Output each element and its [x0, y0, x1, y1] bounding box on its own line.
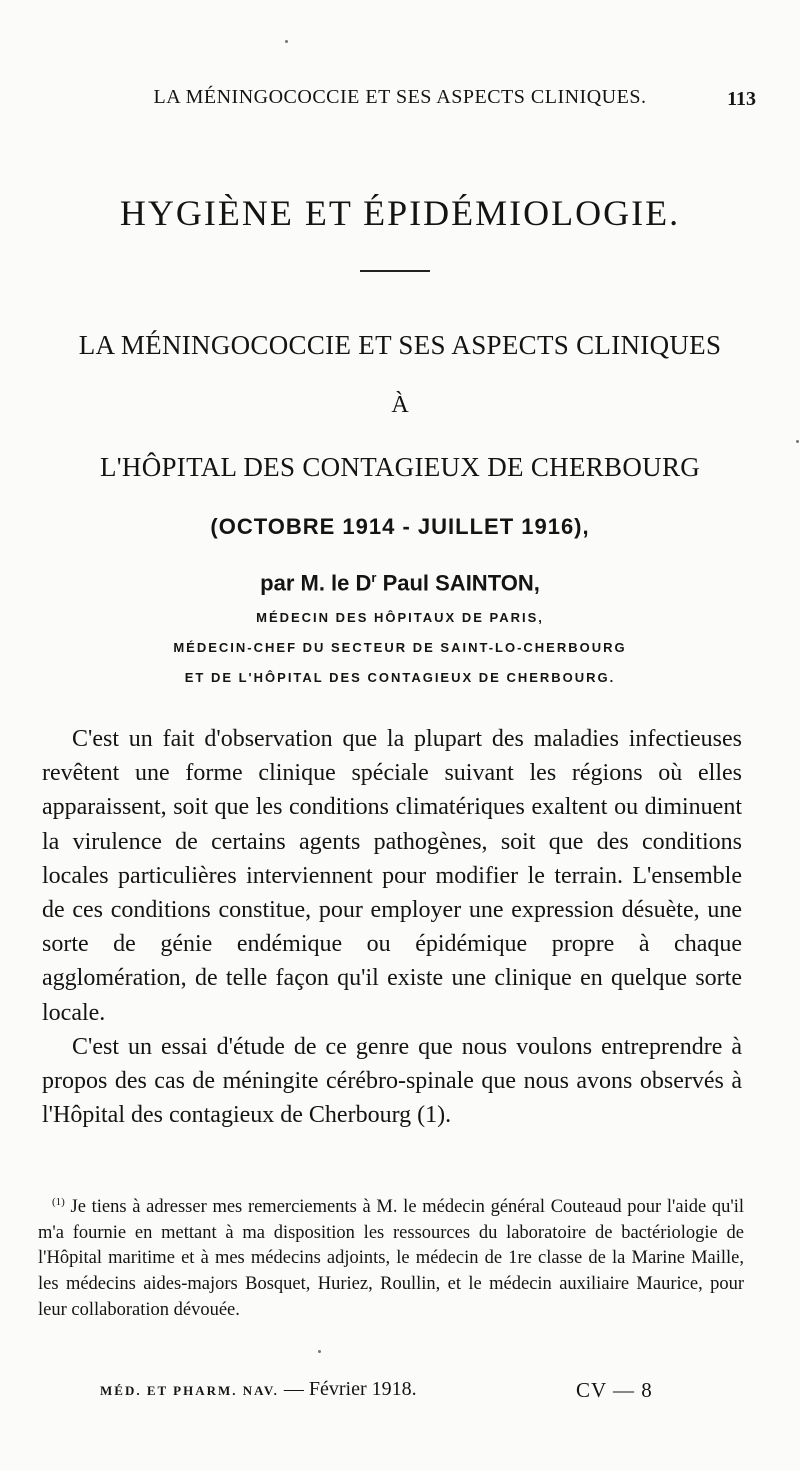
- footer-journal: [100, 1378, 417, 1401]
- running-head-title: LA MÉNINGOCOCCIE ET SES ASPECTS CLINIQUES.: [153, 86, 647, 108]
- author-name: Paul SAINTON,: [376, 570, 540, 596]
- footnote: [38, 1190, 744, 1323]
- author-affiliation-1: MÉDECIN DES HÔPITAUX DE PARIS,: [256, 610, 544, 625]
- paper-speck: [796, 440, 799, 443]
- body-text: [42, 722, 742, 1132]
- running-head: [0, 84, 800, 114]
- body-paragraph-2: C'est un essai d'étude de ce genre que nous voulons entreprendre à propos des cas de méningite cérébro-spinale que nous avons observés à l'Hôpital des contagieux de Cherbourg (1).: [42, 1033, 742, 1129]
- section-title: HYGIÈNE ET ÉPIDÉMIOLOGIE.: [119, 193, 681, 233]
- page-number: 113: [727, 88, 756, 110]
- author-affiliation-3: ET DE L'HÔPITAL DES CONTAGIEUX DE CHERBOURG.: [184, 670, 616, 685]
- paper-speck: [285, 40, 288, 43]
- article-dates: (OCTOBRE 1914 - JUILLET 1916),: [210, 514, 590, 539]
- byline-superscript: r: [371, 570, 377, 585]
- author-affiliation-2: MÉDECIN-CHEF DU SECTEUR DE SAINT-LO-CHERBOURG: [173, 640, 627, 655]
- body-paragraph-1: C'est un fait d'observation que la plupart des maladies infectieuses revêtent une forme clinique spéciale suivant les régions où elles apparaissent, soit que les conditions climatériques exaltent ou diminuent la virulence de certains agents pathogènes, soit que des conditions locales particulières interviennent pour modifier le terrain. L'ensemble de ces conditions constitue, pour employer une expression désuète, une sorte de génie endémique ou épidémique propre à chaque agglomération, de telle façon qu'il existe une clinique en quelque sorte locale.: [42, 726, 742, 1026]
- footnote-text: Je tiens à adresser mes remerciements à M. le médecin général Couteaud pour l'aide qu'il m'a fournie en mettant à ma disposition les ressources du laboratoire de bactériologie de l'Hôpital maritime et à mes médecins adjoints, le médecin de 1re classe de la Marine Maille, les médecins aides-majors Bosquet, Huriez, Roullin, et le médecin auxiliaire Maurice, pour leur collaboration dévouée.: [38, 1197, 744, 1320]
- issue-date: — Février 1918.: [283, 1378, 417, 1400]
- article-title-line-1: LA MÉNINGOCOCCIE ET SES ASPECTS CLINIQUES: [78, 330, 722, 360]
- footnote-marker: (1): [52, 1196, 65, 1208]
- article-title-line-2: À: [391, 392, 409, 418]
- journal-abbreviation: MÉD. ET PHARM. NAV.: [100, 1383, 279, 1398]
- author-byline: [0, 570, 800, 596]
- byline-prefix: par M. le D: [260, 570, 372, 596]
- article-title-line-3: L'HÔPITAL DES CONTAGIEUX DE CHERBOURG: [99, 452, 701, 482]
- title-divider: [360, 270, 430, 272]
- page-footer: [0, 1376, 800, 1406]
- signature-mark: CV — 8: [576, 1378, 653, 1402]
- paper-speck: [318, 1350, 321, 1353]
